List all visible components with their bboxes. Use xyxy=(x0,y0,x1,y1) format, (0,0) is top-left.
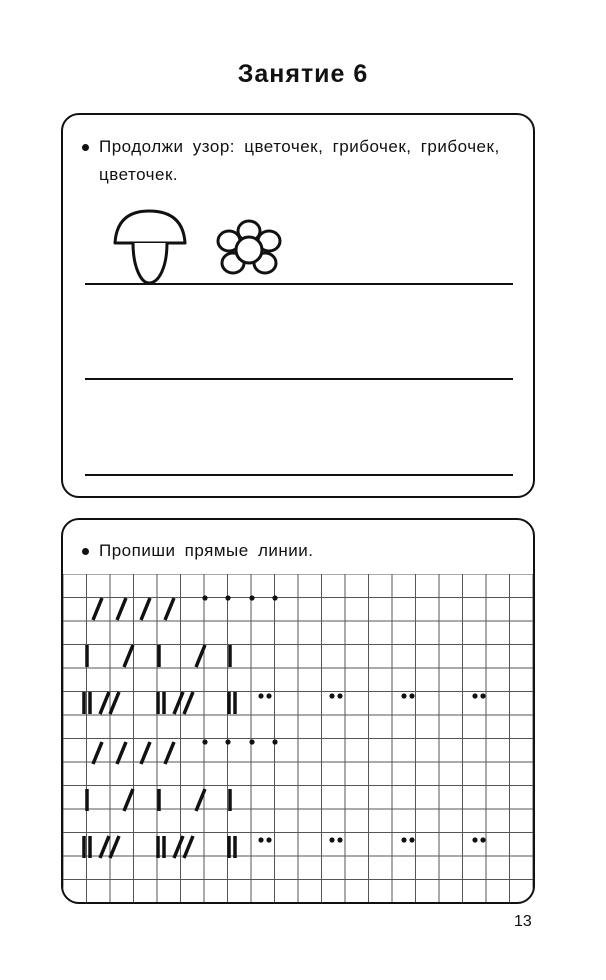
task-panel-pattern xyxy=(61,113,535,498)
stroke-samples xyxy=(84,598,235,858)
dot-guides xyxy=(202,595,485,842)
dot-guide xyxy=(472,693,477,698)
slash-stroke xyxy=(165,598,174,620)
writing-grid xyxy=(63,574,535,904)
slash-stroke xyxy=(117,598,126,620)
slash-stroke xyxy=(174,692,183,714)
dot-guide xyxy=(480,693,485,698)
instruction-text: Продолжи узор: цветочек, грибочек, грибочек, цветочек. xyxy=(99,137,500,184)
writing-line xyxy=(85,378,513,380)
instruction-text: Пропиши прямые линии. xyxy=(99,541,314,560)
dot-guide xyxy=(202,595,207,600)
slash-stroke xyxy=(110,692,119,714)
bullet-icon xyxy=(82,144,89,151)
flower-icon xyxy=(213,219,285,281)
slash-stroke xyxy=(100,692,109,714)
slash-stroke xyxy=(124,789,133,811)
dot-guide xyxy=(225,739,230,744)
mushroom-icon xyxy=(111,207,189,285)
dot-guide xyxy=(329,837,334,842)
dot-guide xyxy=(249,739,254,744)
dot-guide xyxy=(401,837,406,842)
dot-guide xyxy=(225,595,230,600)
slash-stroke xyxy=(184,836,193,858)
slash-stroke xyxy=(174,836,183,858)
slash-stroke xyxy=(184,692,193,714)
dot-guide xyxy=(258,837,263,842)
grid-lines xyxy=(63,574,535,903)
slash-stroke xyxy=(110,836,119,858)
task-instruction-pattern xyxy=(99,133,509,189)
slash-stroke xyxy=(141,598,150,620)
writing-line xyxy=(85,474,513,476)
dot-guide xyxy=(272,739,277,744)
dot-guide xyxy=(409,837,414,842)
dot-guide xyxy=(258,693,263,698)
bullet-icon xyxy=(82,548,89,555)
writing-line xyxy=(85,283,513,285)
dot-guide xyxy=(480,837,485,842)
dot-guide xyxy=(266,693,271,698)
dot-guide xyxy=(401,693,406,698)
dot-guide xyxy=(337,837,342,842)
slash-stroke xyxy=(117,742,126,764)
dot-guide xyxy=(266,837,271,842)
slash-stroke xyxy=(124,645,133,667)
dot-guide xyxy=(329,693,334,698)
slash-stroke xyxy=(100,836,109,858)
dot-guide xyxy=(202,739,207,744)
slash-stroke xyxy=(93,742,102,764)
dot-guide xyxy=(249,595,254,600)
slash-stroke xyxy=(93,598,102,620)
task-instruction-lines xyxy=(99,537,313,565)
slash-stroke xyxy=(165,742,174,764)
page-number: 13 xyxy=(514,913,532,930)
dot-guide xyxy=(409,693,414,698)
page-title: Занятие 6 xyxy=(237,60,369,88)
slash-stroke xyxy=(141,742,150,764)
dot-guide xyxy=(337,693,342,698)
task-panel-lines xyxy=(61,518,535,904)
dot-guide xyxy=(472,837,477,842)
dot-guide xyxy=(272,595,277,600)
